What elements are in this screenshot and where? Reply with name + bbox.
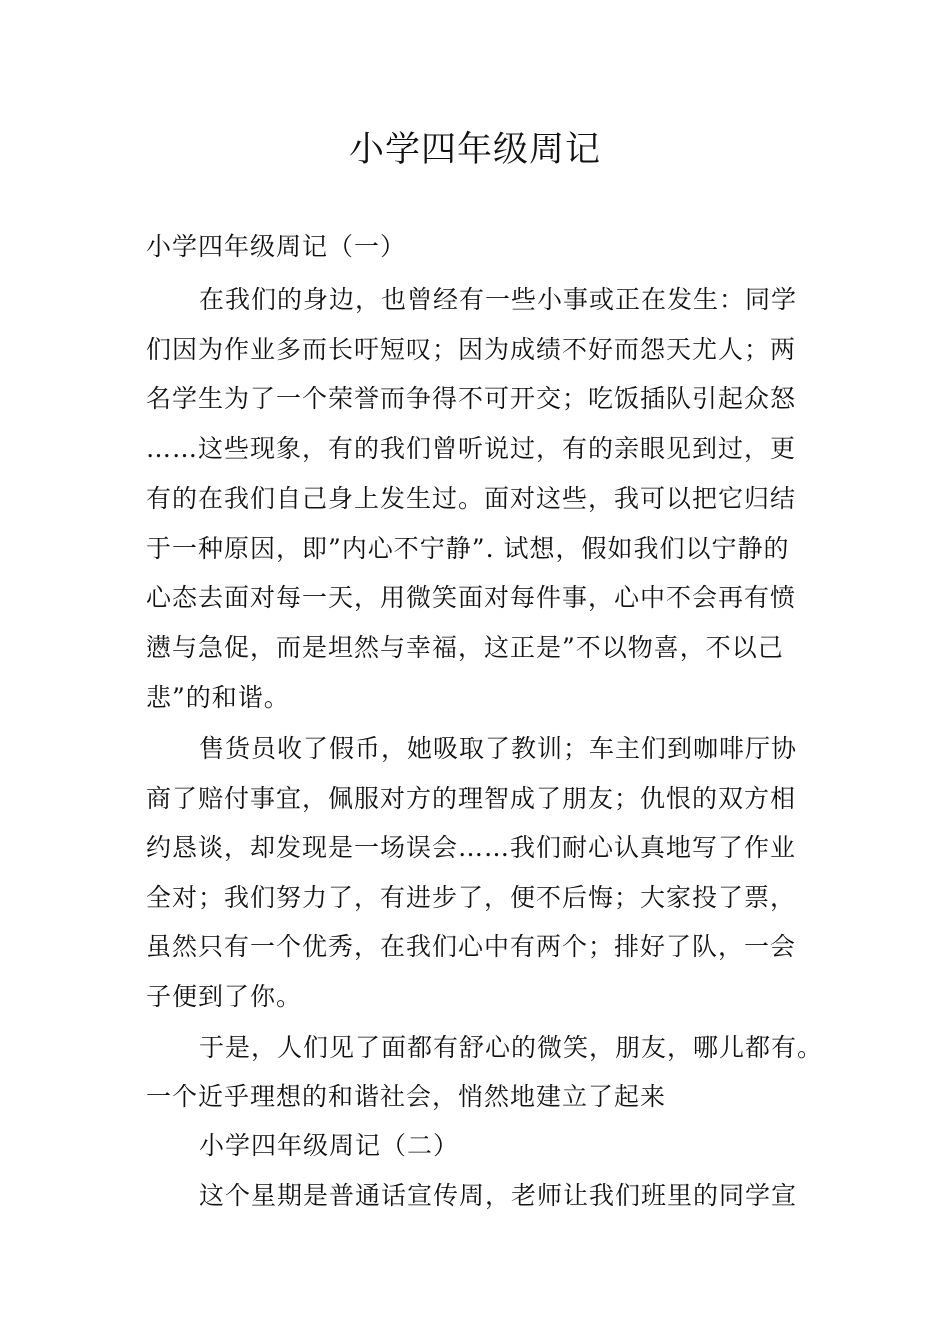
paragraph-line: 有的在我们自己身上发生过。面对这些，我可以把它归结 xyxy=(146,484,797,513)
paragraph-line: 悲”的和谐。 xyxy=(146,683,290,712)
paragraph-line: 心态去面对每一天，用微笑面对每件事，心中不会再有愤 xyxy=(146,583,797,612)
paragraph-line: 一个近乎理想的和谐社会，悄然地建立了起来 xyxy=(146,1082,667,1111)
paragraph-line: 子便到了你。 xyxy=(146,982,303,1011)
section-heading-1: 小学四年级周记（一） xyxy=(146,232,407,261)
page-title: 小学四年级周记 xyxy=(348,130,601,170)
paragraph-line: 于一种原因，即”内心不宁静”. 试想，假如我们以宁静的 xyxy=(146,534,790,563)
paragraph-line: 于是，人们见了面都有舒心的微笑，朋友，哪儿都有。 xyxy=(199,1033,824,1062)
paragraph-line: ……这些现象，有的我们曾听说过，有的亲眼见到过，更 xyxy=(146,434,797,463)
paragraph-line: 这个星期是普通话宣传周，老师让我们班里的同学宣 xyxy=(199,1181,798,1210)
paragraph-line: 们因为作业多而长吁短叹；因为成绩不好而怨天尤人；两 xyxy=(146,335,797,364)
paragraph-line: 名学生为了一个荣誉而争得不可开交；吃饭插队引起众怒 xyxy=(146,384,797,413)
paragraph-line: 约恳谈，却发现是一场误会……我们耐心认真地写了作业 xyxy=(146,833,797,862)
paragraph-line: 全对；我们努力了，有进步了，便不后悔；大家投了票， xyxy=(146,883,797,912)
paragraph-line: 商了赔付事宜，佩服对方的理智成了朋友；仇恨的双方相 xyxy=(146,784,797,813)
section-heading-2: 小学四年级周记（二） xyxy=(199,1131,460,1160)
paragraph-line: 售货员收了假币，她吸取了教训；车主们到咖啡厅协 xyxy=(199,734,798,763)
paragraph-line: 虽然只有一个优秀，在我们心中有两个；排好了队，一会 xyxy=(146,932,797,961)
paragraph-line: 在我们的身边，也曾经有一些小事或正在发生：同学 xyxy=(199,285,798,314)
paragraph-line: 懑与急促，而是坦然与幸福，这正是”不以物喜，不以己 xyxy=(146,633,784,662)
